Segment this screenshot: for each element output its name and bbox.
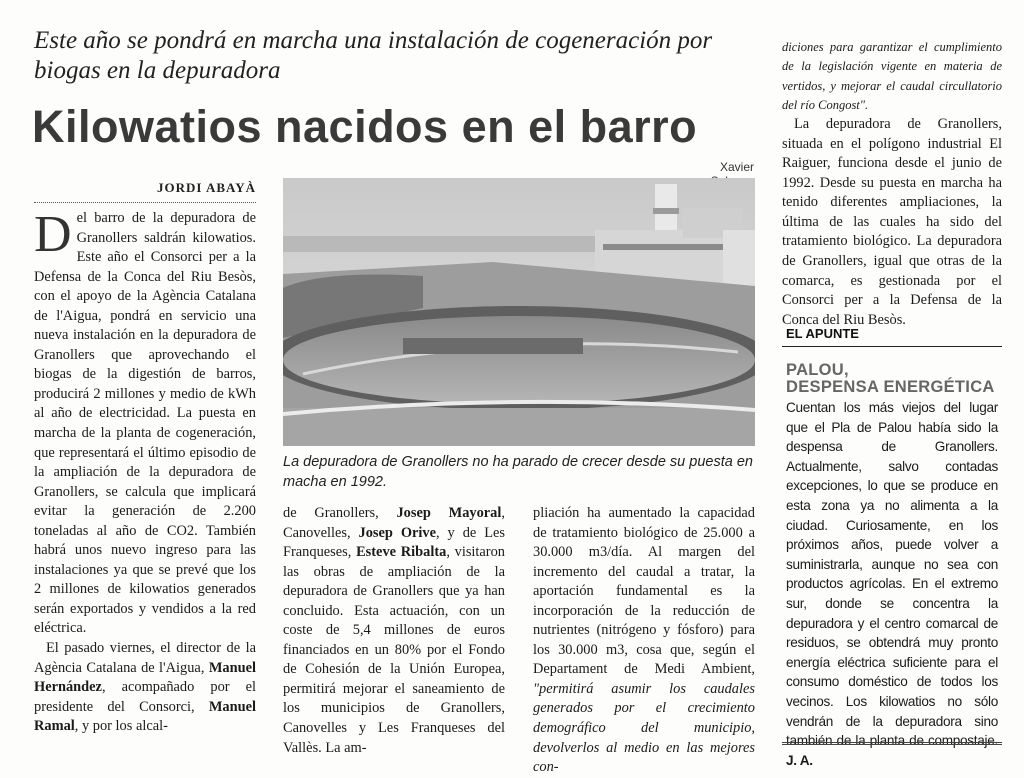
sidebar-text: Cuentan los más viejos del lugar que el Pla de Palou había sido la despensa de Granollers. Actualmente, salvo contadas excepciones, lo que se produce en esta zona ya no alimenta a la ciudad. Curiosamente, en los próximos años, puede volver a suministrarla, aunque no sea con productos agrícolas. En el extremo sur, donde se concentra la depuradora y el centro comarcal de residuos, se obtendrá muy pronto energía eléctrica suficiente para el consumo doméstico de todos los vecinos. Los kilowatios no sólo vendrán de la depuradora sino también de la planta de compostaje. bbox=[786, 400, 998, 749]
byline: JORDI ABAYÀ bbox=[156, 180, 256, 195]
sidebar-section-label: EL APUNTE bbox=[786, 326, 859, 341]
paragraph-2-continued bbox=[283, 504, 505, 758]
quote-continued: diciones para garantizar el cumplimiento de la legislación vigente en materia de vertidos, y mejorar el caudal circullatorio del río Congost". bbox=[782, 40, 1002, 112]
sidebar-title bbox=[786, 362, 1006, 396]
article-headline: Kilowatios nacidos en el barro bbox=[32, 101, 698, 152]
sidebar-signature: J. A. bbox=[786, 752, 813, 768]
column-2 bbox=[283, 504, 505, 758]
text-run: , y de Les Franqueses, bbox=[283, 524, 505, 561]
text-run: , Canovelles, bbox=[283, 505, 505, 541]
text-run: El pasado viernes, el director de la Agència Catalana de l'Aigua, bbox=[34, 640, 256, 676]
column-4 bbox=[782, 38, 1002, 330]
lead-text: el barro de la depuradora de Granollers saldrán kilowatios. Este año el Consorci per a la Defensa de la Conca del Riu Besòs, con el apoyo de la Agència Catalana de l'Aigua, pondrá en servicio una nueva instalación en la depuradora de Granollers que aprovechando el biogas de la digestión de barros, producirá 2 millones y medio de kWh al año de electricidad. La puesta en marcha de la planta de cogeneración, que representará el último episodio de la ampliación de la depuradora de Granollers, se calcula que implicará evitar la generación de 2.200 toneladas al año de CO2. También habrá unos nuevo ingreso para las instalaciones ya que se prevé que los 2 millones de kilowatios generados serán exportados y vendidos a la red eléctrica. bbox=[34, 210, 256, 637]
byline-divider bbox=[34, 202, 256, 203]
quote-text: "permitirá asumir los caudales generados por el crecimiento demográfico del municipio, devolverlos al medio en las mejores con- bbox=[533, 680, 755, 776]
article-kicker: Este año se pondrá en marcha una instalación de cogeneración por biogas en la depuradora bbox=[34, 27, 713, 84]
depuradora-photo bbox=[283, 178, 755, 446]
paragraph-2-continued bbox=[533, 504, 755, 778]
drop-cap: D bbox=[34, 206, 72, 263]
column-3 bbox=[533, 504, 755, 778]
person-name: Josep Mayoral bbox=[396, 505, 502, 521]
person-name: Manuel Ramal bbox=[34, 698, 256, 735]
text-run: , visitaron las obras de ampliación de la depuradora de Granollers que ya han concluido. Esta actuación, con un coste de 5,4 millones de euros financiados en un 80% por el Fondo de Cohesión de la Unión Europea, permitirá mejorar el saneamiento de los municipios de Granollers, Canovelles y Les Franqueses del Vallès. La am- bbox=[283, 544, 505, 756]
text-run: de Granollers, bbox=[283, 505, 397, 521]
photo-image bbox=[283, 178, 755, 446]
sidebar-divider bbox=[782, 346, 1002, 347]
column-1 bbox=[34, 206, 256, 737]
text-run: , y por los alcal- bbox=[74, 718, 168, 735]
paragraph-2-start bbox=[34, 639, 256, 737]
bottom-divider bbox=[782, 742, 1002, 745]
photo-credit: Xavier bbox=[719, 160, 754, 174]
text-run: , acompañado por el presidente del Consorci, bbox=[34, 679, 256, 715]
photo-caption: La depuradora de Granollers no ha parado de crecer desde su puesta en macha en 1992. bbox=[283, 454, 753, 490]
paragraph-3: La depuradora de Granollers, situada en el polígono industrial El Raiguer, funciona desde el junio de 1992. Desde su puesta en marcha ha tenido diferentes ampliaciones, la última de las cuales ha sido del tratamiento biológico. La depuradora de Granollers, igual que otras de la comarca, es gestionada por el Consorci per a la Defensa de la Conca del Riu Besòs. bbox=[782, 116, 1002, 328]
person-name: Josep Orive bbox=[358, 524, 436, 541]
lead-paragraph bbox=[34, 206, 256, 639]
text-run: pliación ha aumentado la capacidad de tratamiento biológico de 25.000 a 30.000 m3/día. Al margen del incremento del caudal a tratar, la aportación fundamental es la incorporación de la reducción de nutrientes (nitrógeno y fósforo) para los 30.000 m3, cosa que, según el Departament de Medi Ambient, bbox=[533, 505, 755, 678]
person-name: Manuel Hernández bbox=[34, 659, 256, 696]
sidebar-body bbox=[786, 398, 998, 770]
person-name: Esteve Ribalta bbox=[356, 544, 447, 561]
sidebar-title-line-2: DESPENSA ENERGÉTICA bbox=[786, 378, 995, 396]
sidebar-title-line-1: PALOU, bbox=[786, 361, 849, 379]
